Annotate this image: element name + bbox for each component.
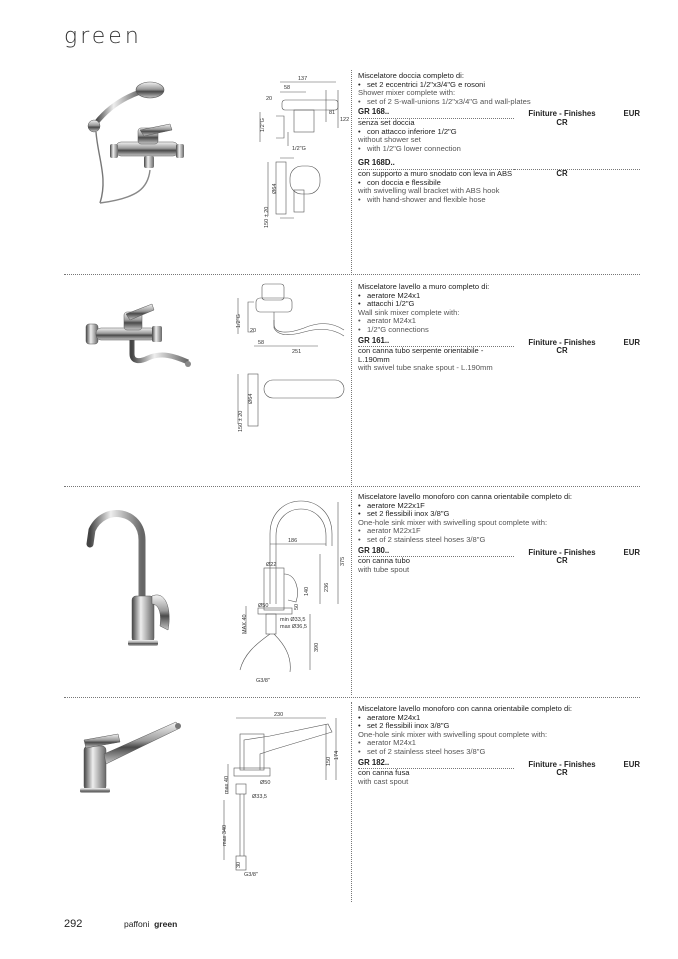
spec-item-en: • aerator M22x1F xyxy=(358,527,640,536)
variant-desc-it: senza set doccia xyxy=(358,117,415,127)
dim-label: 375 xyxy=(340,556,346,566)
dim-label: Ø33,5 xyxy=(252,794,267,800)
variant-item-en: • with 1/2"G lower connection xyxy=(358,145,514,154)
page-footer xyxy=(64,918,178,930)
technical-drawing-3 xyxy=(226,494,346,690)
dim-label: Ø50 xyxy=(260,780,271,786)
dim-label: min Ø33,5 xyxy=(280,617,306,623)
spec-title-en: Shower mixer complete with: xyxy=(358,88,456,98)
dim-label: 30 xyxy=(236,861,242,868)
product-code: GR 180.. xyxy=(358,547,514,558)
spec-title-en: One-hole sink mixer with swivelling spout complete with: xyxy=(358,729,548,739)
dim-label: 236 xyxy=(324,582,330,592)
dim-label: 20 xyxy=(250,328,257,334)
spec-title-en: Wall sink mixer complete with: xyxy=(358,307,460,317)
spec-item-it: • aeratore M24x1 xyxy=(358,714,640,723)
dim-label: 1/2"G xyxy=(236,314,242,328)
column-divider xyxy=(351,702,352,902)
product-code: GR 168D.. xyxy=(358,159,514,170)
spec-title-it: Miscelatore lavello a muro completo di: xyxy=(358,282,490,291)
section-divider xyxy=(64,274,640,275)
section-divider xyxy=(64,697,640,698)
spec-item-it: • set 2 flessibili inox 3/8"G xyxy=(358,722,640,731)
spec-item-en: • 1/2"G connections xyxy=(358,326,640,335)
technical-drawing-1 xyxy=(254,76,350,236)
variant-item-it: • con doccia e flessibile xyxy=(358,179,514,188)
dim-label: 150 xyxy=(326,756,332,766)
spec-title-en: One-hole sink mixer with swivelling spout complete with: xyxy=(358,517,548,527)
variant-desc-en: without shower set xyxy=(358,135,421,145)
dim-label: 58 xyxy=(284,85,291,91)
dim-label: 390 xyxy=(314,642,320,652)
variant-desc-it: con canna tubo serpente orientabile - L.190mm xyxy=(358,346,484,364)
dim-label: 137 xyxy=(298,76,308,82)
spec-item-it: • attacchi 1/2"G xyxy=(358,300,640,309)
finishes-header: Finiture - Finishes xyxy=(528,759,596,769)
product-code: GR 182.. xyxy=(358,759,514,770)
variant-desc-en: with tube spout xyxy=(358,564,410,574)
variant-item-en: • with hand-shower and flexible hose xyxy=(358,196,514,205)
dim-label: G3/8" xyxy=(256,678,270,684)
variant-desc-it: con canna fusa xyxy=(358,768,410,778)
finish-code: CR xyxy=(556,168,568,178)
dim-label: 81 xyxy=(329,110,336,116)
section-divider xyxy=(64,486,640,487)
product-photo-wall-sink-mixer xyxy=(84,298,194,378)
spec-item-en: • set of 2 stainless steel hoses 3/8"G xyxy=(358,748,640,757)
dim-label: 122 xyxy=(340,117,350,123)
dim-label: 150 ± 20 xyxy=(264,206,270,228)
dim-label: max 340 xyxy=(222,824,228,846)
technical-drawing-2 xyxy=(228,284,348,444)
dim-label: 174 xyxy=(334,750,340,760)
column-divider xyxy=(351,490,352,695)
spec-title-it: Miscelatore doccia completo di: xyxy=(358,71,464,80)
eur-header: EUR xyxy=(623,547,640,557)
spec-title-it: Miscelatore lavello monoforo con canna orientabile completo di: xyxy=(358,704,573,713)
spec-item-en: • aerator M24x1 xyxy=(358,317,640,326)
finishes-header: Finiture - Finishes xyxy=(528,109,596,119)
technical-drawing-4 xyxy=(210,710,346,880)
dim-label: max Ø36,5 xyxy=(280,624,307,630)
eur-header: EUR xyxy=(623,337,640,347)
product-spec-2 xyxy=(358,283,640,373)
dim-label: G3/8" xyxy=(244,872,258,878)
brand-title: green xyxy=(64,24,142,49)
variant-item-it: • con attacco inferiore 1/2"G xyxy=(358,128,514,137)
product-code: GR 168.. xyxy=(358,108,514,119)
product-photo-shower-mixer xyxy=(78,78,198,208)
product-spec-4 xyxy=(358,705,640,786)
dim-label: 58 xyxy=(258,340,265,346)
variant-desc-en: with cast spout xyxy=(358,776,409,786)
page-number: 292 xyxy=(64,918,83,930)
dim-label: 186 xyxy=(288,538,298,544)
dim-label: Ø64 xyxy=(272,183,278,194)
spec-item-it: • set 2 eccentrici 1/2"x3/4"G e rosoni xyxy=(358,81,640,90)
spec-item-it: • aeratore M24x1 xyxy=(358,292,640,301)
dim-label: Ø64 xyxy=(248,393,254,404)
finish-code: CR xyxy=(556,346,568,356)
column-divider xyxy=(351,280,352,485)
eur-header: EUR xyxy=(623,109,640,119)
variant-desc-en: with swivelling wall bracket with ABS hook xyxy=(358,186,500,196)
footer-brand xyxy=(124,919,177,929)
product-photo-kitchen-mixer-tube xyxy=(80,500,180,650)
dim-label: 140 xyxy=(304,586,310,596)
product-spec-1 xyxy=(358,72,640,204)
dim-label: Ø50 xyxy=(258,603,269,609)
spec-title-it: Miscelatore lavello monoforo con canna orientabile completo di: xyxy=(358,492,573,501)
finishes-header: Finiture - Finishes xyxy=(528,337,596,347)
spec-item-it: • aeratore M22x1F xyxy=(358,502,640,511)
finish-code: CR xyxy=(556,768,568,778)
dim-label: 50 xyxy=(294,603,300,610)
footer-line: green xyxy=(154,919,178,929)
dim-label: max 40 xyxy=(224,775,230,794)
variant-desc-it: con supporto a muro snodato con leva in ABS xyxy=(358,168,513,178)
dim-label: 1/2"G xyxy=(260,118,266,132)
finish-code: CR xyxy=(556,117,568,127)
dim-label: 20 xyxy=(266,96,273,102)
dim-label: Ø22 xyxy=(266,562,277,568)
spec-item-en: • aerator M24x1 xyxy=(358,739,640,748)
dim-label: MAX 40 xyxy=(242,614,248,634)
product-code: GR 161.. xyxy=(358,337,514,348)
variant-desc-en: with swivel tube snake spout - L.190mm xyxy=(358,363,493,373)
spec-item-en: • set of 2 stainless steel hoses 3/8"G xyxy=(358,536,640,545)
product-photo-kitchen-mixer-cast xyxy=(80,710,184,794)
spec-item-it: • set 2 flessibili inox 3/8"G xyxy=(358,510,640,519)
footer-maker: paffoni xyxy=(124,919,150,929)
finish-code: CR xyxy=(556,556,568,566)
spec-item-en: • set of 2 S-wall-unions 1/2"x3/4"G and wall-plates xyxy=(358,98,640,107)
variant-desc-it: con canna tubo xyxy=(358,556,410,566)
finishes-header: Finiture - Finishes xyxy=(528,547,596,557)
eur-header: EUR xyxy=(623,759,640,769)
dim-label: 230 xyxy=(274,712,284,718)
product-spec-3 xyxy=(358,493,640,574)
column-divider xyxy=(351,70,352,275)
dim-label: 251 xyxy=(292,349,302,355)
dim-label: 150 ± 20 xyxy=(238,410,244,432)
dim-label: 1/2"G xyxy=(292,146,306,152)
